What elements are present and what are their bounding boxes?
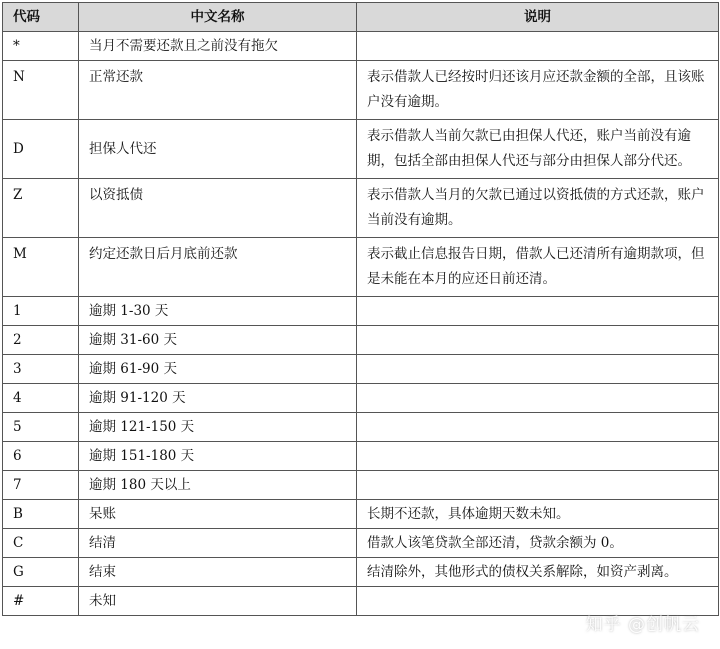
row-name: 逾期 151-180 天 xyxy=(79,442,357,471)
row-name: 逾期 180 天以上 xyxy=(79,471,357,500)
table-row xyxy=(3,297,719,326)
row-name: 逾期 121-150 天 xyxy=(79,413,357,442)
table-row xyxy=(3,471,719,500)
row-description xyxy=(357,32,719,61)
row-name: 逾期 31-60 天 xyxy=(79,326,357,355)
row-code: # xyxy=(3,587,79,616)
row-code: G xyxy=(3,558,79,587)
row-description: 表示借款人当前欠款已由担保人代还，账户当前没有逾期，包括全部由担保人代还与部分由担保人部分代还。 xyxy=(357,120,719,179)
row-code: 2 xyxy=(3,326,79,355)
row-name: 结清 xyxy=(79,529,357,558)
table-row xyxy=(3,179,719,238)
row-code: * xyxy=(3,32,79,61)
table-row xyxy=(3,558,719,587)
row-description xyxy=(357,413,719,442)
row-code: N xyxy=(3,61,79,120)
row-name: 未知 xyxy=(79,587,357,616)
code-table xyxy=(2,2,719,616)
row-name: 约定还款日后月底前还款 xyxy=(79,238,357,297)
row-name: 逾期 1-30 天 xyxy=(79,297,357,326)
table-row xyxy=(3,384,719,413)
row-name: 呆账 xyxy=(79,500,357,529)
table-row xyxy=(3,120,719,179)
table-header-row xyxy=(3,3,719,32)
row-description xyxy=(357,384,719,413)
row-description xyxy=(357,297,719,326)
row-code: D xyxy=(3,120,79,179)
row-code: M xyxy=(3,238,79,297)
row-name: 逾期 61-90 天 xyxy=(79,355,357,384)
row-description: 结清除外，其他形式的债权关系解除，如资产剥离。 xyxy=(357,558,719,587)
row-code: Z xyxy=(3,179,79,238)
header-description: 说明 xyxy=(357,3,719,32)
row-name: 正常还款 xyxy=(79,61,357,120)
row-description xyxy=(357,355,719,384)
row-description xyxy=(357,326,719,355)
row-description: 借款人该笔贷款全部还清，贷款余额为 0。 xyxy=(357,529,719,558)
row-description: 表示借款人已经按时归还该月应还款金额的全部，且该账户没有逾期。 xyxy=(357,61,719,120)
row-description xyxy=(357,471,719,500)
row-code: 4 xyxy=(3,384,79,413)
row-code: 7 xyxy=(3,471,79,500)
row-name: 结束 xyxy=(79,558,357,587)
row-description: 长期不还款，具体逾期天数未知。 xyxy=(357,500,719,529)
table-row xyxy=(3,326,719,355)
table-row xyxy=(3,442,719,471)
table-row xyxy=(3,413,719,442)
row-description xyxy=(357,442,719,471)
row-code: 6 xyxy=(3,442,79,471)
row-code: B xyxy=(3,500,79,529)
row-name: 当月不需要还款且之前没有拖欠 xyxy=(79,32,357,61)
row-code: 3 xyxy=(3,355,79,384)
table-row xyxy=(3,61,719,120)
table-row xyxy=(3,238,719,297)
header-code: 代码 xyxy=(3,3,79,32)
row-name: 担保人代还 xyxy=(79,120,357,179)
row-code: 1 xyxy=(3,297,79,326)
table-row xyxy=(3,32,719,61)
row-code: 5 xyxy=(3,413,79,442)
table-row xyxy=(3,355,719,384)
watermark: 知乎 @创帆云 xyxy=(585,615,700,635)
row-description: 表示借款人当月的欠款已通过以资抵债的方式还款，账户当前没有逾期。 xyxy=(357,179,719,238)
row-name: 以资抵债 xyxy=(79,179,357,238)
row-code: C xyxy=(3,529,79,558)
table-row xyxy=(3,500,719,529)
table-row xyxy=(3,529,719,558)
row-name: 逾期 91-120 天 xyxy=(79,384,357,413)
row-description: 表示截止信息报告日期，借款人已还清所有逾期款项，但是未能在本月的应还日前还清。 xyxy=(357,238,719,297)
header-name: 中文名称 xyxy=(79,3,357,32)
